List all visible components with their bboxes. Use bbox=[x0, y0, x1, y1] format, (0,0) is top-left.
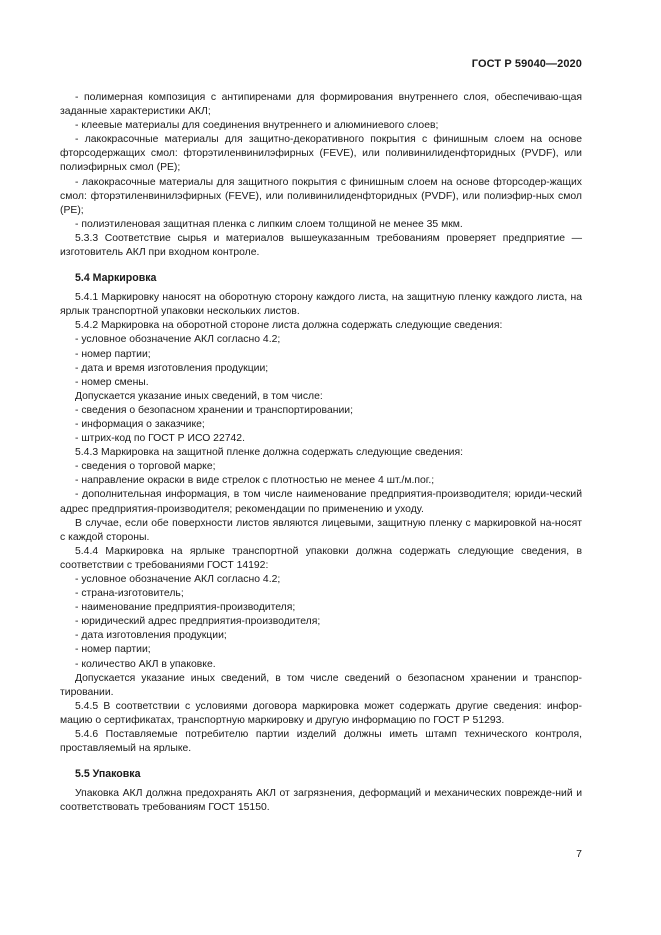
list-item: - информация о заказчике; bbox=[75, 418, 205, 430]
list-item: - полиэтиленовая защитная пленка с липким слоем толщиной не менее 35 мкм. bbox=[75, 218, 463, 230]
page-number: 7 bbox=[576, 848, 582, 860]
list-item: - полимерная композиция с антипиренами для формирования внутреннего слоя, обеспечиваю-щая заданные характеристики АКЛ; bbox=[60, 92, 582, 118]
list-item: - страна-изготовитель; bbox=[75, 588, 184, 600]
paragraph-5-4-6: 5.4.6 Поставляемые потребителю партии изделий должны иметь штамп технического контроля, проставляемый на ярлыке. bbox=[60, 729, 582, 755]
list-item: - клеевые материалы для соединения внутреннего и алюминиевого слоев; bbox=[75, 120, 439, 132]
document-code-header: ГОСТ Р 59040—2020 bbox=[471, 58, 582, 70]
paragraph-both-sides: В случае, если обе поверхности листов являются лицевыми, защитную пленку с маркировкой на-носят с каждой стороны. bbox=[60, 517, 582, 543]
list-item: - сведения о торговой марке; bbox=[75, 461, 216, 473]
list-item: - количество АКЛ в упаковке. bbox=[75, 658, 216, 670]
list-item: - дата и время изготовления продукции; bbox=[75, 362, 269, 374]
list-item: - направление окраски в виде стрелок с плотностью не менее 4 шт./м.пог.; bbox=[75, 475, 435, 487]
section-heading-packaging: 5.5 Упаковка bbox=[75, 768, 141, 781]
list-item: - дата изготовления продукции; bbox=[75, 630, 227, 642]
list-item: - номер смены. bbox=[75, 376, 149, 388]
list-item: - наименование предприятия-производителя; bbox=[75, 602, 296, 614]
section-heading-marking: 5.4 Маркировка bbox=[75, 272, 157, 285]
list-item: - сведения о безопасном хранении и транспортировании; bbox=[75, 404, 353, 416]
list-item: - штрих-код по ГОСТ Р ИСО 22742. bbox=[75, 433, 245, 445]
paragraph-5-4-5: 5.4.5 В соответствии с условиями договора маркировка может содержать другие сведения: инфор-мацию о сертификатах, транспортную маркировку и другую информацию по ГОСТ Р 51293. bbox=[60, 700, 582, 726]
paragraph-5-4-3: 5.4.3 Маркировка на защитной пленке должна содержать следующие сведения: bbox=[75, 447, 463, 459]
list-allowed-1 bbox=[60, 404, 582, 446]
list-item: - номер партии; bbox=[75, 348, 151, 360]
list-item: - условное обозначение АКЛ согласно 4.2; bbox=[75, 334, 281, 346]
paragraph-5-4-4: 5.4.4 Маркировка на ярлыке транспортной упаковки должна содержать следующие сведения, в соответствии с требованиями ГОСТ 14192: bbox=[60, 545, 582, 571]
list-item: - лакокрасочные материалы для защитно-декоративного покрытия с финишным слоем на основе фторсодержащих смол: фторэтиленвинилэфирных (FEVE), или поливинилиденфторидных (PVDF), или полиэфирных смол (PE); bbox=[60, 134, 582, 174]
list-5-4-2 bbox=[60, 333, 582, 389]
list-5-4-3 bbox=[60, 460, 582, 516]
list-item: - условное обозначение АКЛ согласно 4.2; bbox=[75, 574, 281, 585]
paragraph-5-4-2: 5.4.2 Маркировка на оборотной стороне листа должна содержать следующие сведения: bbox=[75, 320, 503, 332]
list-item: - дополнительная информация, в том числе наименование предприятия-производителя; юриди-ческий адрес предприятия-производителя; рекомендации по применению и уходу. bbox=[60, 489, 582, 515]
list-5-4-4 bbox=[60, 573, 582, 672]
document-body bbox=[60, 91, 582, 815]
list-item: - лакокрасочные материалы для защитного покрытия с финишным слоем на основе фторсодер-жащих смол: фторэтиленвинилэфирных (FEVE), или поливинилиденфторидных (PVDF), или полиэфир-ных смол (PE); bbox=[60, 176, 582, 216]
materials-list bbox=[60, 91, 582, 232]
paragraph-5-3-3: 5.3.3 Соответствие сырья и материалов вышеуказанным требованиям проверяет предприятие — изготовитель АКЛ при входном контроле. bbox=[60, 232, 582, 259]
paragraph-5-5: Упаковка АКЛ должна предохранять АКЛ от загрязнения, деформаций и механических поврежде-ний и соответствовать требованиям ГОСТ 15150. bbox=[60, 788, 582, 814]
paragraph-5-4-1: 5.4.1 Маркировку наносят на оборотную сторону каждого листа, на защитную пленку каждого листа, на ярлык транспортной упаковки нескольких листов. bbox=[60, 292, 582, 318]
list-item: - юридический адрес предприятия-производителя; bbox=[75, 616, 321, 628]
paragraph-allowed-2: Допускается указание иных сведений, в том числе сведений о безопасном хранении и транспор-тировании. bbox=[60, 672, 582, 698]
paragraph-allowed-1: Допускается указание иных сведений, в том числе: bbox=[75, 390, 323, 402]
list-item: - номер партии; bbox=[75, 644, 151, 656]
